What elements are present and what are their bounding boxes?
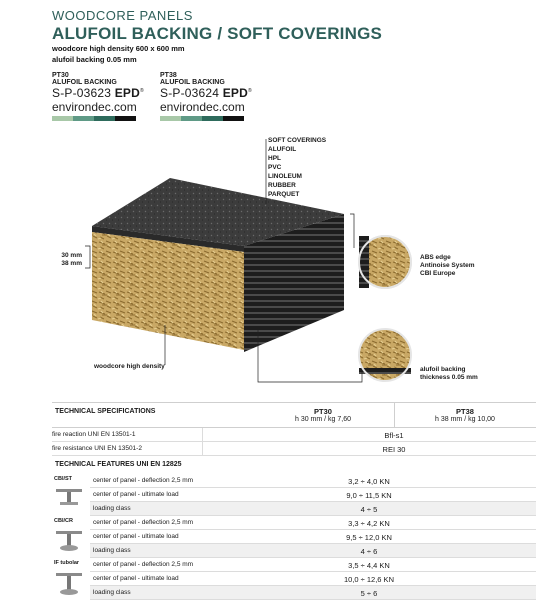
epd-name: ALUFOIL BACKING (52, 79, 117, 86)
feature-row (90, 474, 536, 488)
epd-number: S-P-03624 (160, 86, 220, 100)
group-name: CBI/CR (54, 518, 73, 524)
epd-name: ALUFOIL BACKING (160, 79, 225, 86)
feature-row (90, 502, 536, 516)
edge-note (420, 254, 475, 278)
feature-label: center of panel - ultimate load (93, 575, 179, 582)
group-name: IF tubolar (54, 560, 80, 566)
thickness-label (60, 252, 82, 268)
epd-code: PT38 (160, 72, 177, 79)
spec-value: Bfl-s1 (384, 430, 404, 440)
spec-label: fire resistance UNI EN 13501-2 (52, 445, 142, 452)
feature-label: loading class (93, 547, 131, 554)
col-pt30 (252, 407, 394, 423)
feature-label: center of panel - deflection 2,5 mm (93, 477, 194, 484)
feature-value: 9,5 ÷ 12,0 KN (346, 532, 392, 542)
feature-label: center of panel - ultimate load (93, 491, 179, 498)
covering-item: SOFT COVERINGS (268, 137, 327, 144)
feature-label: center of panel - deflection 2,5 mm (93, 519, 194, 526)
feature-row (90, 586, 536, 600)
feature-value: 10,0 ÷ 12,6 KN (344, 574, 394, 584)
epd-mark: EPD (222, 86, 248, 100)
feature-value: 3,5 ÷ 4,4 KN (348, 560, 390, 570)
feature-row (90, 530, 536, 544)
feature-label: loading class (93, 505, 131, 512)
feature-value: 9,0 ÷ 11,5 KN (346, 490, 392, 500)
feature-label: loading class (93, 589, 131, 596)
epd-number: S-P-03623 (52, 86, 112, 100)
backing-note (420, 366, 478, 382)
edge-note-line: ABS edge (420, 254, 451, 261)
feature-row (90, 572, 536, 586)
group-name: CBI/ST (54, 476, 73, 482)
pedestal-cbi-st-icon (54, 485, 84, 507)
covering-item: RUBBER (268, 182, 296, 189)
feature-value: 3,3 ÷ 4,2 KN (348, 518, 390, 528)
spec-label: fire reaction UNI EN 13501-1 (52, 431, 136, 438)
edge-note-line: CBI Europe (420, 270, 456, 277)
spec-row (52, 442, 536, 456)
col-pt38 (394, 407, 536, 423)
feature-row (90, 516, 536, 530)
epd-reg: ® (248, 88, 252, 94)
col-code: PT38 (456, 407, 474, 416)
features-heading: TECHNICAL FEATURES UNI EN 12825 (55, 461, 182, 468)
specs-header (52, 402, 536, 428)
feature-value: 4 ÷ 5 (360, 504, 378, 514)
epd-site: environdec.com (160, 100, 245, 114)
covering-item: LINOLEUM (268, 173, 302, 180)
subtitle-backing: alufoil backing 0.05 mm (52, 55, 137, 64)
backing-note-line: alufoil backing (420, 366, 466, 373)
feature-value: 5 ÷ 6 (360, 588, 378, 598)
feature-row (90, 544, 536, 558)
feature-value: 4 ÷ 6 (360, 546, 378, 556)
subtitle-density: woodcore high density 600 x 600 mm (52, 44, 185, 53)
pedestal-cbi-cr-icon (54, 527, 84, 553)
covering-item: PARQUET (268, 191, 300, 198)
feature-value: 3,2 ÷ 4,0 KN (348, 476, 390, 486)
covering-item: PVC (268, 164, 282, 171)
feature-row (90, 558, 536, 572)
core-label: woodcore high density (94, 363, 165, 370)
thickness-38: 38 mm (61, 260, 82, 267)
spec-row (52, 428, 536, 442)
col-detail: h 30 mm / kg 7,60 (294, 416, 352, 423)
feature-label: center of panel - deflection 2,5 mm (93, 561, 194, 568)
backing-note-line: thickness 0.05 mm (420, 374, 478, 381)
epd-mark: EPD (114, 86, 140, 100)
covering-item: ALUFOIL (268, 146, 297, 153)
thickness-30: 30 mm (61, 252, 82, 259)
spec-value: REI 30 (382, 444, 406, 454)
category-label: WOODCORE PANELS (52, 8, 193, 23)
epd-site: environdec.com (52, 100, 137, 114)
covering-item: HPL (268, 155, 281, 162)
coverings-list (268, 136, 326, 199)
woodcore-front-face (92, 232, 244, 350)
epd-reg: ® (140, 88, 144, 94)
edge-note-line: Antinoise System (420, 262, 475, 269)
epd-code: PT30 (52, 72, 69, 79)
col-detail: h 38 mm / kg 10,00 (435, 416, 495, 423)
feature-row (90, 488, 536, 502)
specs-heading: TECHNICAL SPECIFICATIONS (55, 408, 156, 415)
col-code: PT30 (314, 407, 332, 416)
feature-label: center of panel - ultimate load (93, 533, 179, 540)
page-title: ALUFOIL BACKING / SOFT COVERINGS (52, 24, 383, 43)
pedestal-if-tubolar-icon (54, 569, 84, 597)
